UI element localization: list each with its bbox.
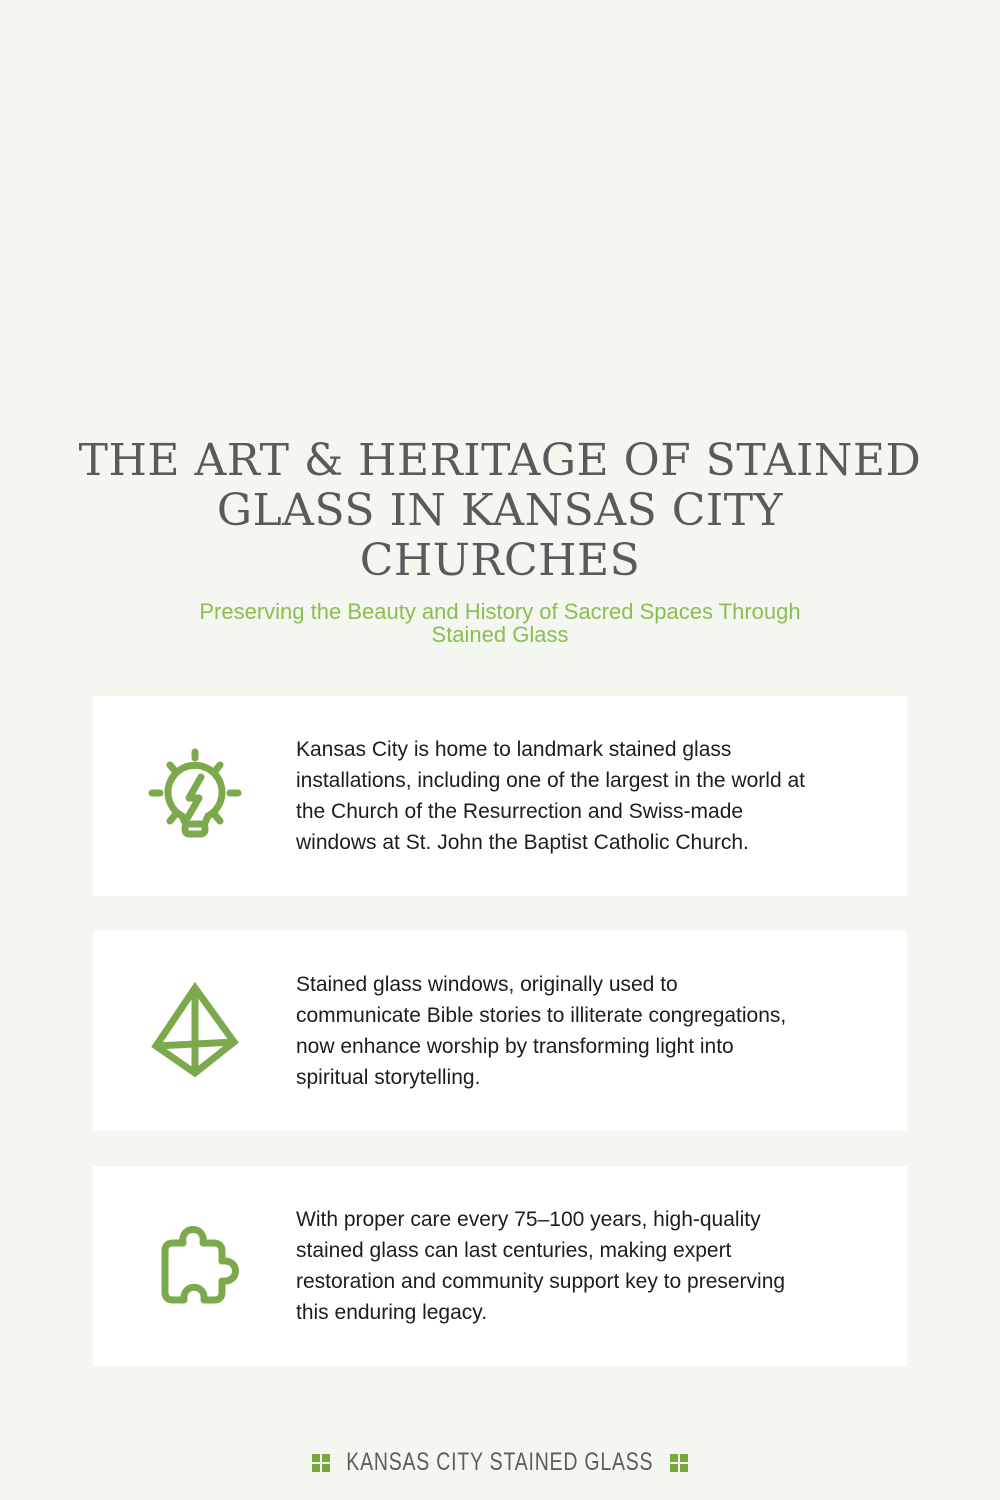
fact-card-preservation: [93, 1166, 907, 1366]
logo-squares-left-icon: [312, 1454, 330, 1472]
fact-card-landmarks-text: Kansas City is home to landmark stained glass installations, including one of the largest in the world at the Church of the Resurrection and Swiss-made windows at St. John the Baptist Catholic Church.: [296, 738, 805, 854]
page-subtitle: Preserving the Beauty and History of Sacred Spaces Through Stained Glass: [199, 599, 801, 647]
brand-footer: [0, 1448, 1000, 1477]
lightbulb-bolt-icon: [145, 746, 245, 846]
fact-card-landmarks: [93, 696, 907, 896]
brand-name: KANSAS CITY STAINED GLASS: [346, 1448, 654, 1476]
pyramid-prism-icon: [145, 981, 245, 1081]
fact-card-preservation-text: With proper care every 75–100 years, high-quality stained glass can last centuries, making expert restoration and community support key to preserving this enduring legacy.: [296, 1208, 786, 1324]
fact-card-list: [0, 696, 1000, 1366]
page-title: THE ART & HERITAGE OF STAINED GLASS IN KANSAS CITY CHURCHES: [78, 435, 922, 586]
puzzle-piece-icon: [145, 1216, 245, 1316]
fact-card-history-text: Stained glass windows, originally used to communicate Bible stories to illiterate congregations, now enhance worship by transforming light into spiritual storytelling.: [296, 973, 787, 1089]
logo-squares-right-icon: [670, 1454, 688, 1472]
fact-card-history: [93, 931, 907, 1131]
